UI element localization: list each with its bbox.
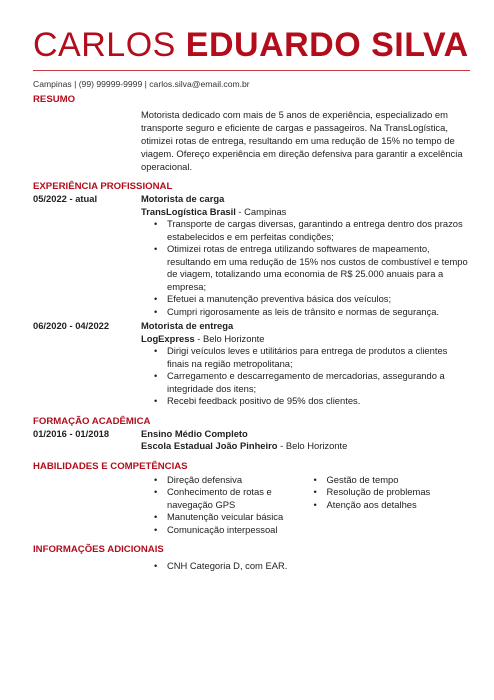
last-name: EDUARDO SILVA xyxy=(185,26,469,64)
job-company-line xyxy=(141,333,470,346)
education-location: - Belo Horizonte xyxy=(277,440,348,451)
list-item: • Recebi feedback positivo de 95% dos clientes. xyxy=(141,395,470,408)
skills-column-1 xyxy=(141,474,301,537)
job-company: TransLogística Brasil xyxy=(141,205,236,217)
education-degree: Ensino Médio Completo xyxy=(141,427,248,439)
candidate-name xyxy=(33,0,470,64)
job-bullets xyxy=(141,218,470,318)
job-entry xyxy=(33,320,470,408)
section-title-summary: RESUMO xyxy=(33,94,76,105)
list-item: • Transporte de cargas diversas, garantindo a entrega dentro dos prazos estabelecidos e em perfeitas condições; xyxy=(141,218,470,243)
education-dates: 01/2016 - 01/2018 xyxy=(33,427,110,439)
job-company: LogExpress xyxy=(141,332,195,344)
list-item: • Cumpri rigorosamente as leis de trânsito e normas de segurança. xyxy=(141,306,470,319)
additional-list xyxy=(141,560,470,573)
job-dates: 05/2022 - atual xyxy=(33,193,98,204)
education-school: Escola Estadual João Pinheiro xyxy=(141,440,278,451)
section-title-experience: EXPERIÊNCIA PROFISSIONAL xyxy=(33,181,173,192)
job-company-line xyxy=(141,206,470,219)
section-title-additional: INFORMAÇÕES ADICIONAIS xyxy=(33,544,164,555)
list-item: • Efetuei a manutenção preventiva básica dos veículos; xyxy=(141,293,470,306)
header-divider xyxy=(33,70,470,71)
list-item: • Gestão de tempo xyxy=(301,474,470,487)
job-location: - Belo Horizonte xyxy=(194,332,265,344)
education-school-line xyxy=(141,440,470,453)
list-item: • Atenção aos detalhes xyxy=(301,499,470,512)
job-role: Motorista de carga xyxy=(141,193,225,204)
list-item: • Manutenção veicular básica xyxy=(141,511,301,524)
contact-line: Campinas | (99) 99999-9999 | carlos.silva@email.com.br xyxy=(33,79,250,89)
job-entry xyxy=(33,193,470,318)
list-item: • Otimizei rotas de entrega utilizando softwares de mapeamento, resultando em uma redução de 15% nos custos de combustível e tempo de viagem, totalizando uma economia de R$ 25.000 anuais para a empresa; xyxy=(141,243,470,293)
summary-text: Motorista dedicado com mais de 5 anos de experiência, especializado em transporte seguro e eficiente de cargas e passageiros. Na TransLogística, otimizei rotas de entrega, resultando em uma redução de 15% no tempo de viagem. Ofereço experiência em direção defensiva para garantir a excelência operacional. xyxy=(141,109,463,172)
skills-column-2 xyxy=(301,474,470,537)
list-item: • CNH Categoria D, com EAR. xyxy=(141,560,470,573)
list-item: • Comunicação interpessoal xyxy=(141,524,301,537)
job-bullets xyxy=(141,345,470,408)
section-title-skills: HABILIDADES E COMPETÊNCIAS xyxy=(33,460,188,472)
section-title-education: FORMAÇÃO ACADÊMICA xyxy=(33,415,151,427)
list-item: • Dirigi veículos leves e utilitários para entrega de produtos a clientes finais na região metropolitana; xyxy=(141,345,470,370)
job-dates: 06/2020 - 04/2022 xyxy=(33,320,110,331)
job-location: - Campinas xyxy=(235,205,287,217)
skills-list xyxy=(141,474,470,537)
list-item: • Resolução de problemas xyxy=(301,486,470,499)
list-item: • Direção defensiva xyxy=(141,474,301,487)
education-entry xyxy=(33,428,470,453)
list-item: • Carregamento e descarregamento de mercadorias, assegurando a integridade dos itens; xyxy=(141,370,470,395)
first-name: CARLOS xyxy=(33,26,176,64)
list-item: • Conhecimento de rotas e navegação GPS xyxy=(141,486,301,511)
job-role: Motorista de entrega xyxy=(141,320,234,331)
